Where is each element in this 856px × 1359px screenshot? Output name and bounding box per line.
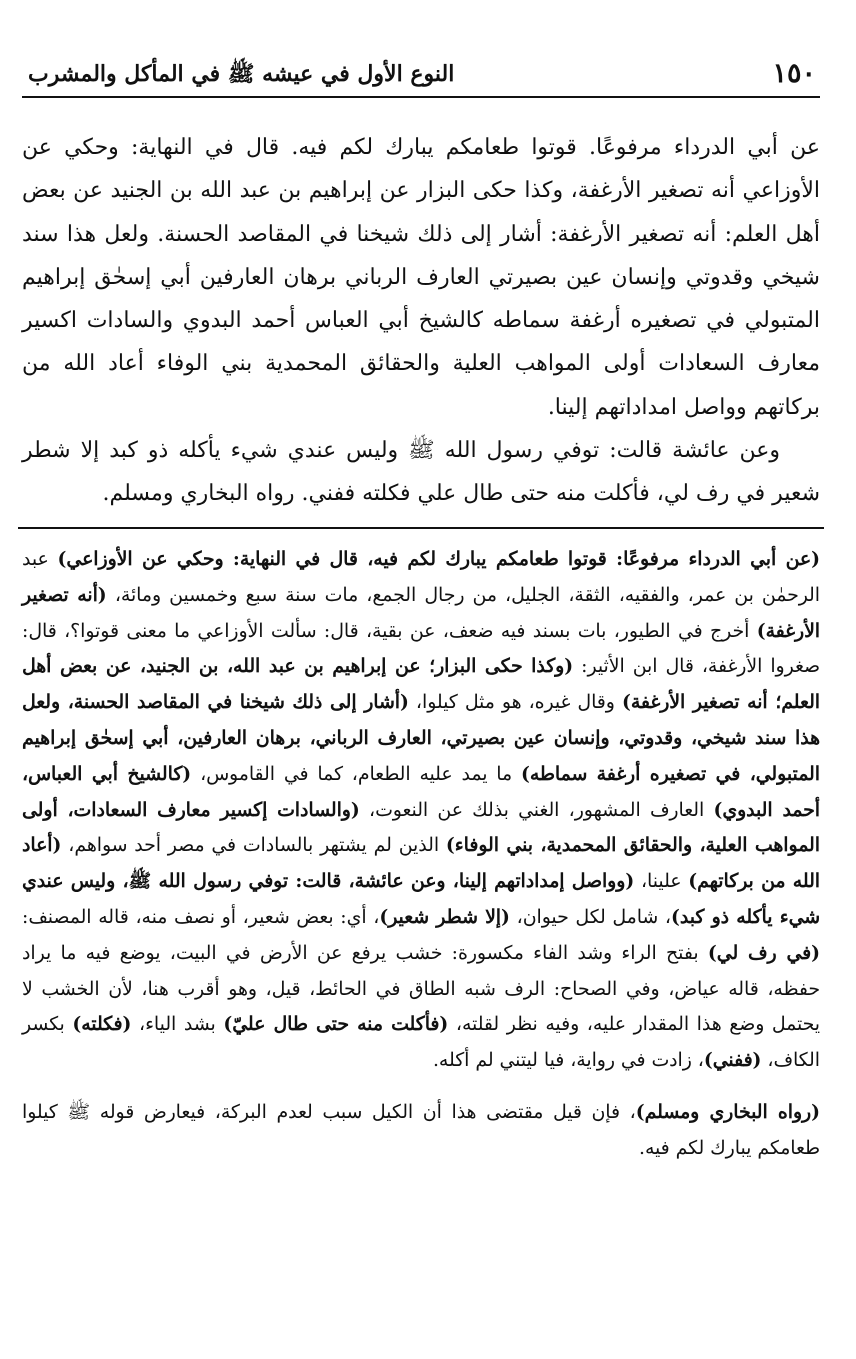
running-title: النوع الأول في عيشه ﷺ في المأكل والمشرب xyxy=(28,61,455,87)
commentary xyxy=(22,542,820,1167)
quoted-text: (أشار إلى ذلك شيخنا في المقاصد الحسنة، ولعل هذا سند شيخي، وقدوتي، وإنسان عين بصيرتي، العارف الرباني، برهان العارفين، أبي إسحٰق إبراهيم المتبولي، في تصغيره أرغفة سماطه) xyxy=(22,691,820,785)
main-paragraph: عن أبي الدرداء مرفوعًا. قوتوا طعامكم يبارك لكم فيه. قال في النهاية: وحكي عن الأوزاعي أنه تصغير الأرغفة، وكذا حكى البزار عن إبراهيم بن عبد الله بن الجنيد عن بعض أهل العلم: أنه تصغير الأرغفة: أشار إلى ذلك شيخنا في المقاصد الحسنة. ولعل هذا سند شيخي وقدوتي وإنسان عين بصيرتي العارف الرباني برهان العارفين أبي إسحٰق إبراهيم المتبولي في تصغيره أرغفة سماطه كالشيخ أبي العباس أحمد البدوي والسادات اكسير معارف السعادات أولى المواهب العلية والحقائق المحمدية بني الوفاء أعاد الله من بركاتهم وواصل امداداتهم إلينا. xyxy=(22,135,820,420)
commentary-text: علينا، xyxy=(634,871,689,893)
section-divider xyxy=(18,527,824,529)
page-number: ١٥٠ xyxy=(772,58,816,89)
quoted-text: (أعاد الله من بركاتهم) xyxy=(22,834,821,893)
commentary-text: ، فإن قيل مقتضى هذا أن الكيل سبب لعدم البركة، فيعارض قوله ﷺ كيلوا طعامكم يبارك لكم فيه. xyxy=(22,1101,820,1159)
commentary-text: بكسر الكاف، xyxy=(22,1014,820,1072)
commentary-text: ، شامل لكل حيوان، xyxy=(509,906,671,928)
commentary-text: ، أي: بعض شعير، أو نصف منه، قاله المصنف: xyxy=(22,906,380,928)
commentary-paragraph xyxy=(22,542,820,1079)
commentary-text: وقال غيره، هو مثل كيلوا، xyxy=(408,692,622,714)
commentary-text: العارف المشهور، الغني بذلك عن النعوت، xyxy=(359,799,714,821)
commentary-text: بشد الياء، xyxy=(131,1014,224,1036)
commentary-text: الذين لم يشتهر بالسادات في مصر أحد سواهم، xyxy=(61,835,446,857)
quoted-text: (فأكلت منه حتى طال عليّ) xyxy=(223,1013,449,1036)
commentary-text: عبد الرحمٰن بن عمر، والفقيه، الثقة، الجليل، من رجال الجمع، مات سنة سبع وخمسين ومائة، xyxy=(22,549,820,606)
commentary-paragraph xyxy=(22,1095,820,1167)
commentary-text: بفتح الراء وشد الفاء مكسورة: خشب يرفع عن الأرض في البيت، يوضع فيه ما يراد حفظه، قاله عياض، وفي الصحاح: الرف شبه الطاق في الحائط، قيل، وهو أقرب هنا، لأن الخشب لا يحتمل وضع هذا المقدار عليه، وفيه نظر لقلته، xyxy=(22,942,820,1036)
quoted-text: (فكلته) xyxy=(72,1013,132,1036)
commentary-text: ، زادت في رواية، فيا ليتني لم أكله. xyxy=(432,1050,704,1072)
quoted-text: (في رف لي) xyxy=(707,941,820,964)
quoted-text: (وواصل إمداداتهم إلينا، وعن عائشة، قالت: توفي رسول الله ﷺ، وليس عندي شيء يأكله ذو كبد) xyxy=(22,870,820,928)
main-text xyxy=(22,126,820,516)
quoted-text: (أنه تصغير الأرغفة) xyxy=(22,583,820,642)
quoted-text: (ففني) xyxy=(703,1049,762,1072)
commentary-text: ما يمد عليه الطعام، كما في القاموس، xyxy=(191,763,521,785)
commentary-text: أخرج في الطيور، بات بسند فيه ضعف، عن بقية، قال: سألت الأوزاعي ما معنى قوتوا؟، قال: صغروا الأرغفة، قال ابن الأثير: xyxy=(22,620,820,678)
quoted-text: (كالشيخ أبي العباس، أحمد البدوي) xyxy=(22,762,820,821)
quoted-text: (وكذا حكى البزار؛ عن إبراهيم بن عبد الله، بن الجنيد، عن بعض أهل العلم؛ أنه تصغير الأرغفة) xyxy=(22,655,821,714)
page-header xyxy=(22,56,820,98)
quoted-text: (والسادات إكسير معارف السعادات، أولى المواهب العلية، والحقائق المحمدية، بني الوفاء) xyxy=(22,798,820,857)
quoted-text: (عن أبي الدرداء مرفوعًا: قوتوا طعامكم يبارك لكم فيه، قال في النهاية: وحكي عن الأوزاعي) xyxy=(57,548,820,570)
quoted-text: (رواه البخاري ومسلم) xyxy=(635,1100,821,1123)
main-paragraph: وعن عائشة قالت: توفي رسول الله ﷺ وليس عندي شيء يأكله ذو كبد إلا شطر شعير في رف لي، فأكلت منه حتى طال علي فكلته ففني. رواه البخاري ومسلم. xyxy=(22,438,820,507)
quoted-text: (إلا شطر شعير) xyxy=(379,905,510,928)
